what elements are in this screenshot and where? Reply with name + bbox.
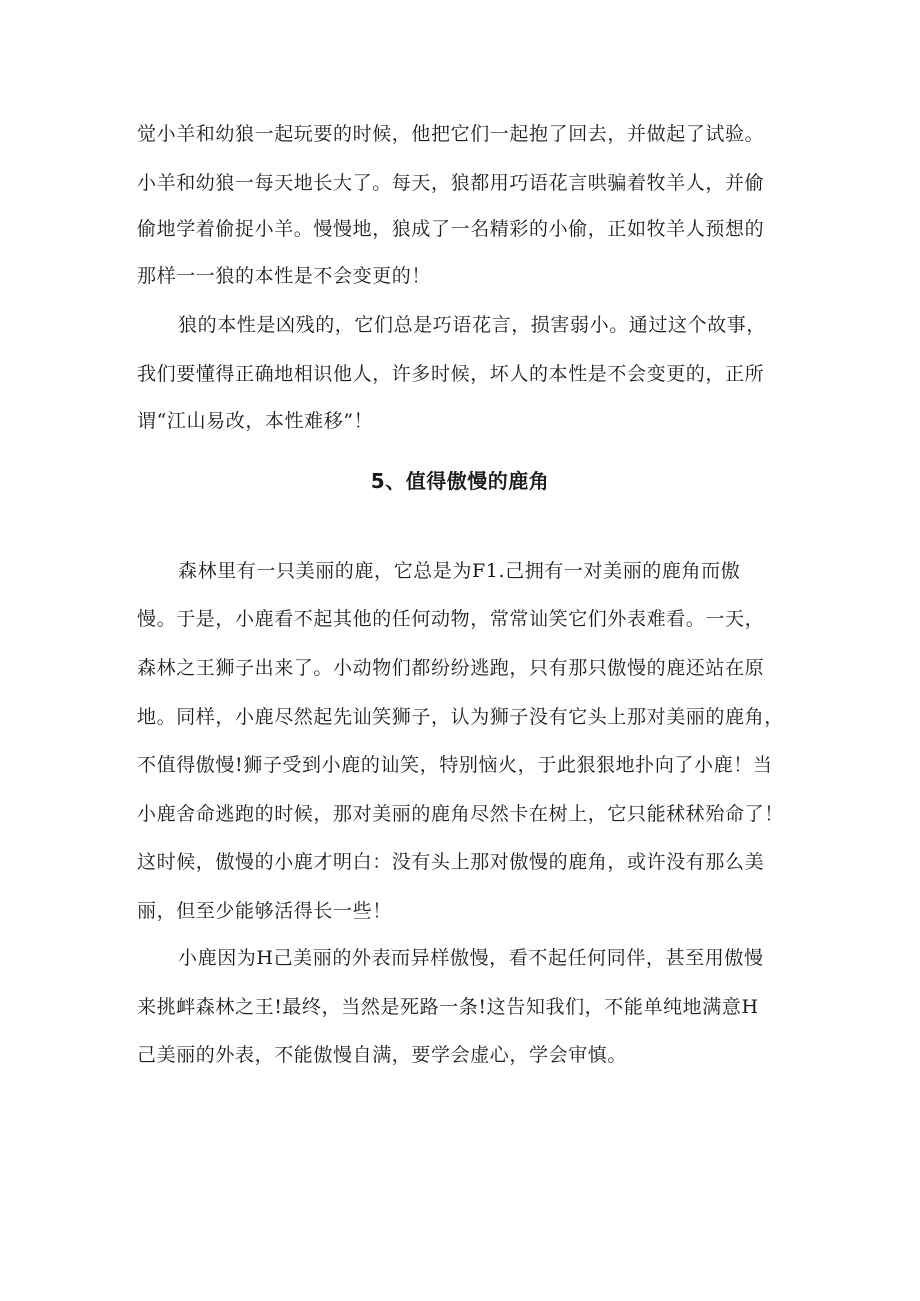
story4-p2-line3: 谓“江山易改，本性难移”！ <box>137 410 374 432</box>
story5-p1-line1: 森林里有一只美丽的鹿，它总是为F1.己拥有一对美丽的鹿角而傲 <box>178 560 741 582</box>
story5-p1-line7: 这时候，傲慢的小鹿才明白：没有头上那对傲慢的鹿角，或许没有那么美 <box>137 851 765 873</box>
story4-p2-line2: 我们要懂得正确地相识他人，许多时候，坏人的本性是不会变更的，正所 <box>137 363 765 385</box>
story4-p1-line4: 那样一一狼的本性是不会变更的！ <box>137 265 432 287</box>
story5-p1-line5: 不值得傲慢!狮子受到小鹿的讪笑，特别恼火，于此狠狠地扑向了小鹿！当 <box>137 754 773 776</box>
story5-p1-line8: 丽，但至少能够活得长一些！ <box>137 900 392 922</box>
story4-p1-line2: 小羊和幼狼一每天地长大了。每天，狼都用巧语花言哄骗着牧羊人，并偷 <box>137 172 765 194</box>
story5-p2-line2: 来挑衅森林之王!最终，当然是死路一条!这告知我们，不能单纯地满意H <box>137 996 759 1018</box>
story5-p1-line4: 地。同样，小鹿尽然起先讪笑狮子，认为狮子没有它头上那对美丽的鹿角， <box>137 706 784 728</box>
story4-p1-line1: 觉小羊和幼狼一起玩要的时候，他把它们一起抱了回去，并做起了试验。 <box>137 123 765 145</box>
story5-p2-line1: 小鹿因为H己美丽的外表而异样傲慢，看不起任何同伴，甚至用傲慢 <box>178 947 764 969</box>
story5-p1-line3: 森林之王狮子出来了。小动物们都纷纷逃跑，只有那只傲慢的鹿还站在原 <box>137 657 765 679</box>
section-heading: 5、值得傲慢的鹿角 <box>370 469 550 493</box>
story5-p1-line6: 小鹿舍命逃跑的时候，那对美丽的鹿角尽然卡在树上，它只能秫秫殆命了！ <box>137 803 784 825</box>
story5-p2-line3: 己美丽的外表，不能傲慢自满，要学会虚心，学会审慎。 <box>137 1044 628 1066</box>
story4-p2-line1: 狼的本性是凶残的，它们总是巧语花言，损害弱小。通过这个故事， <box>178 314 767 336</box>
story5-p1-line2: 慢。于是，小鹿看不起其他的任何动物，常常讪笑它们外表难看。一天， <box>137 608 765 630</box>
story4-p1-line3: 偷地学着偷捉小羊。慢慢地，狼成了一名精彩的小偷，正如牧羊人预想的 <box>137 218 765 240</box>
